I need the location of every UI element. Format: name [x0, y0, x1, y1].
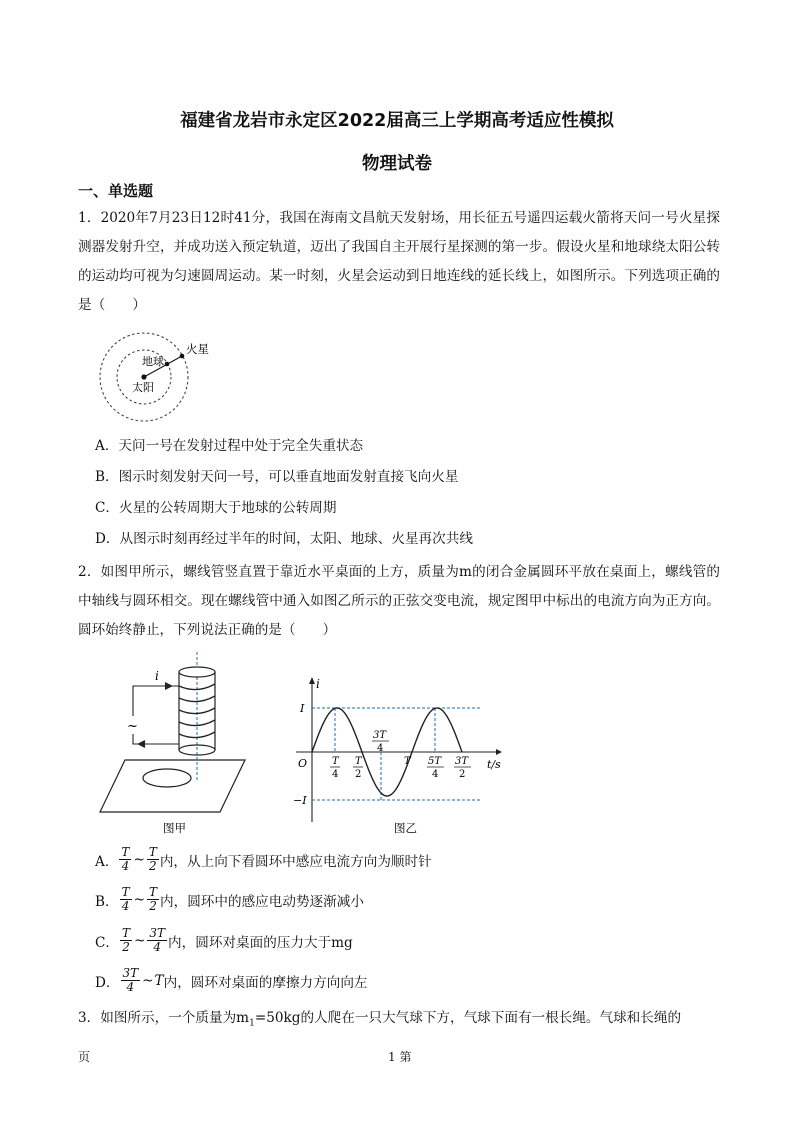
exam-subtitle: 物理试卷 [362, 154, 432, 174]
solenoid-figure [95, 650, 255, 835]
mars-label: 火星 [186, 342, 209, 356]
svg-text:T: T [355, 756, 362, 767]
metal-ring [143, 769, 191, 787]
q2-option-d: D． $\frac{3T}{4}$ ~ T 内，圆环对桌面的摩擦力方向向左 [95, 966, 368, 994]
y-pos-label: I [300, 702, 305, 715]
q2-option-b: B． $\frac{T}{4}$ ~ $\frac{T}{2}$ 内，圆环中的感应电动势逐渐减小 [95, 885, 364, 913]
y-neg-label: −I [293, 794, 307, 807]
current-label: i [155, 669, 159, 683]
q1-option-a: A．天问一号在发射过程中处于完全失重状态 [95, 438, 364, 454]
svg-text:4: 4 [432, 769, 439, 780]
svg-text:4: 4 [377, 743, 384, 754]
svg-text:4: 4 [332, 769, 339, 780]
tick-T: T [404, 756, 411, 767]
origin-label: O [298, 757, 308, 770]
q1-option-d: D．从图示时刻再经过半年的时间，太阳、地球、火星再次共线 [95, 531, 473, 547]
exam-title: 福建省龙岩市永定区2022届高三上学期高考适应性模拟 [180, 111, 614, 131]
q2-option-c: C． $\frac{T}{2}$ ~ $\frac{3T}{4}$ 内，圆环对桌面的压力大于mg [95, 926, 353, 954]
svg-text:3T: 3T [373, 730, 387, 741]
figure-jia-caption: 图甲 [163, 821, 186, 835]
svg-text:2: 2 [355, 769, 362, 780]
svg-text:T: T [332, 756, 339, 767]
current-graph [290, 672, 510, 837]
y-axis-label: i [316, 677, 320, 691]
page-number: 1 第 [388, 1050, 412, 1064]
question-3-text: 3．如图所示，一个质量为$m_1=50kg$的人爬在一只大气球下方，气球下面有一根长绳。气球和长绳的 [78, 1010, 682, 1029]
circuit-wire-bottom [133, 734, 179, 744]
circuit-wire-top [133, 686, 179, 716]
current-arrow [165, 682, 173, 690]
svg-text:3T: 3T [455, 756, 469, 767]
x-axis-label: t/s [487, 758, 501, 771]
tick-5T4 [427, 756, 444, 780]
q1-option-c: C．火星的公转周期大于地球的公转周期 [95, 500, 337, 516]
section-heading: 一、单选题 [78, 182, 154, 200]
question-2-text: 2．如图甲所示，螺线管竖直置于靠近水平桌面的上方，质量为m的闭合金属圆环平放在桌面上，螺线管的中轴线与圆环相交。现在螺线管中通入如图乙所示的正弦交变电流，规定图甲中标出的电流方向为正方向。圆环始终静止，下列说法正确的是（ ） [78, 564, 720, 638]
ac-source-symbol: ~ [127, 719, 138, 734]
question-1-text: 1．2020年7月23日12时41分，我国在海南文昌航天发射场，用长征五号遥四运载火箭将天问一号火星探测器发射升空，并成功送入预定轨道，迈出了我国自主开展行星探测的第一步。假设火星和地球绕太阳公转的运动均可视为匀速圆周运动。某一时刻，火星会运动到日地连线的延长线上，如图所示。下列选项正确的是（ ） [78, 210, 720, 313]
q2-option-a: A． $\frac{T}{4}$ ~ $\frac{T}{2}$ 内，从上向下看圆环中感应电流方向为顺时针 [95, 845, 432, 873]
table-surface [100, 760, 245, 812]
footer-left: 页 [78, 1050, 91, 1064]
tick-3T2 [454, 756, 471, 780]
tick-3T4 [372, 730, 389, 754]
tick-T4 [330, 756, 340, 780]
svg-text:2: 2 [459, 769, 466, 780]
solar-orbit-figure [98, 332, 228, 427]
figure-yi-caption: 图乙 [394, 821, 417, 835]
earth-label: 地球 [142, 355, 164, 368]
q1-option-b: B．图示时刻发射天问一号，可以垂直地面发射直接飞向火星 [95, 469, 459, 485]
sun-label: 太阳 [132, 381, 154, 394]
svg-text:5T: 5T [428, 756, 442, 767]
tick-T2 [353, 756, 363, 780]
